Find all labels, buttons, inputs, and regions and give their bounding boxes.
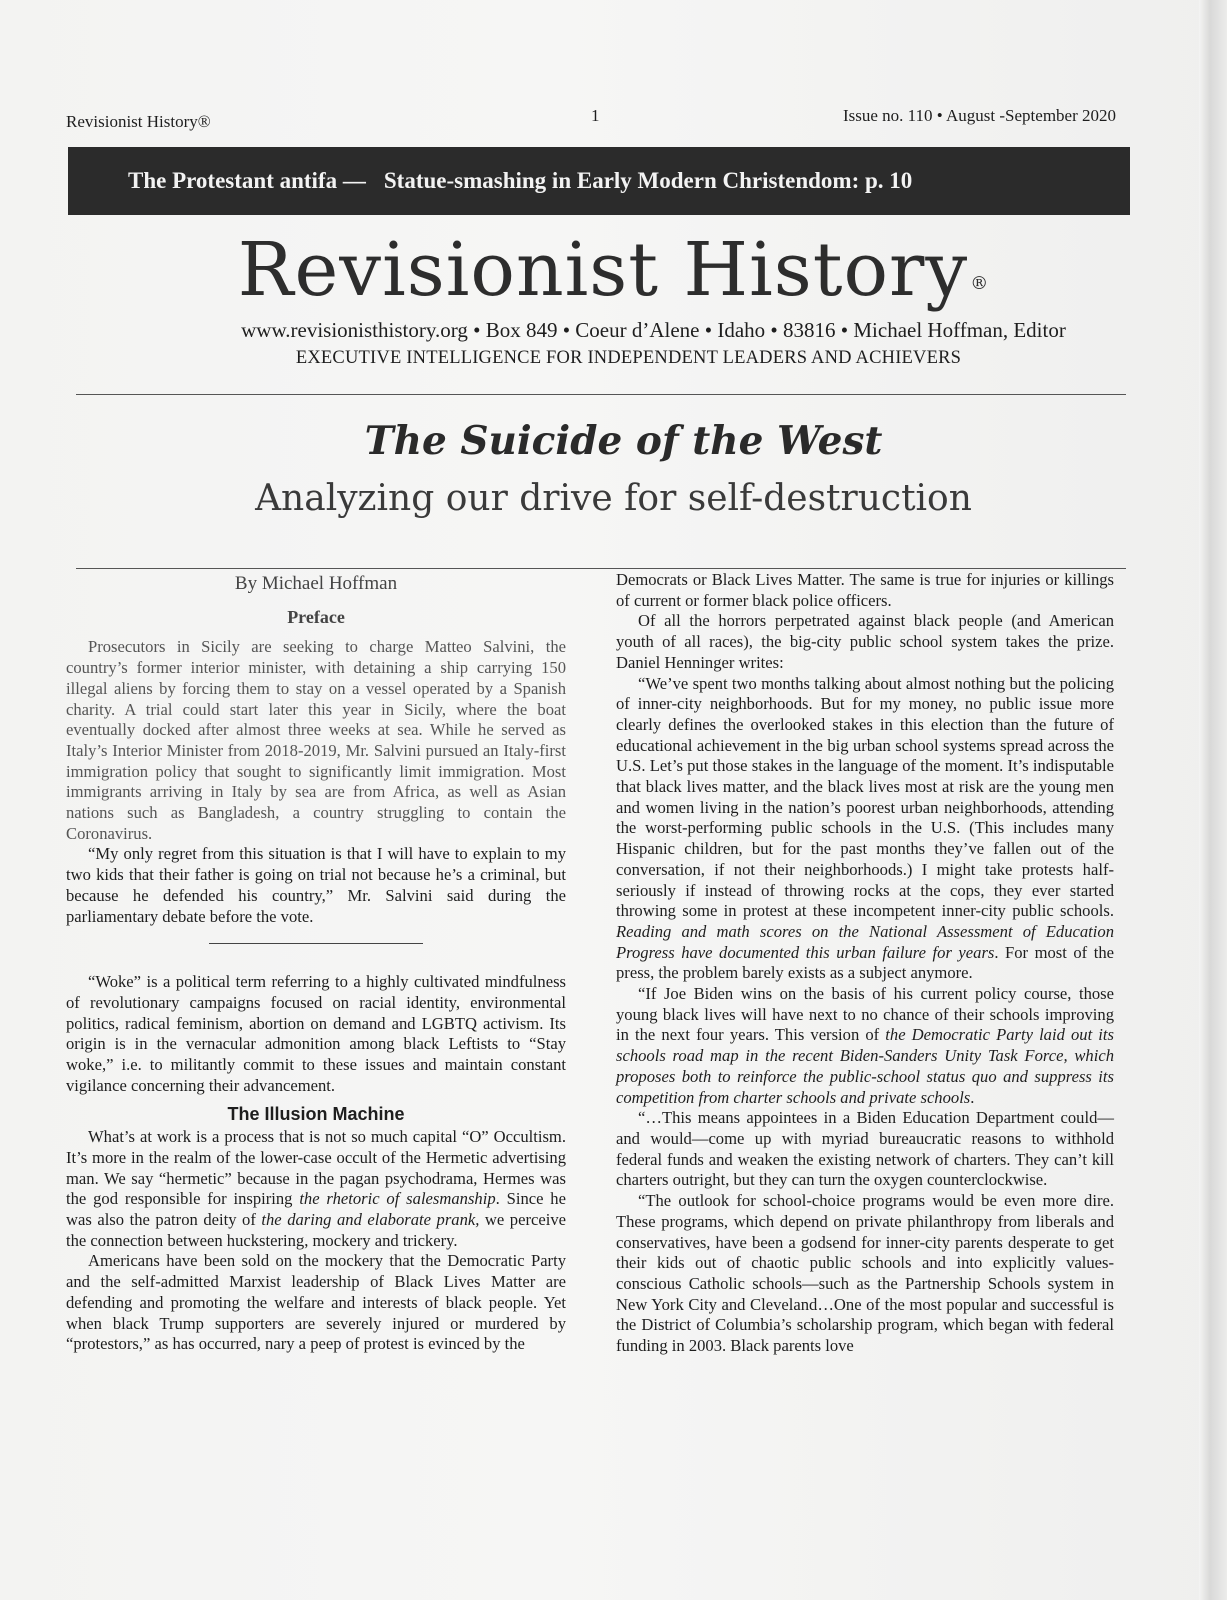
right-p4-text-b: .	[970, 1087, 975, 1107]
illusion-p1-text-c: we perceive the connection between huckstering, mockery and trickery.	[66, 1209, 566, 1250]
running-head	[66, 106, 1116, 136]
article-subhead: Analyzing our drive for self-destruction	[255, 478, 972, 519]
right-paragraph-6: “The outlook for school-choice programs would be even more dire. These programs, which depend on private philanthropy from liberals and conservatives, have been a godsend for inner-city parents desperate to get their kids out of chaotic public schools and into explicitly values-conscious Catholic schools—such as the Partnership Schools system in New York City and Cleveland…One of the most popular and successful is the District of Columbia’s scholarship program, which began with federal funding in 2003. Black parents love	[616, 1191, 1114, 1356]
tagline: EXECUTIVE INTELLIGENCE FOR INDEPENDENT LEADERS AND ACHIEVERS	[295, 348, 962, 368]
bottom-rule	[76, 568, 1126, 569]
right-p3-text-b: . For most of the press, the problem barely exists as a subject anymore.	[616, 942, 1114, 983]
right-column	[616, 570, 1114, 1357]
section-separator	[209, 943, 423, 944]
running-head-title: Revisionist History®	[66, 112, 211, 131]
banner-part-1: The Protestant antifa —	[128, 168, 366, 193]
registered-mark: ®	[970, 273, 990, 294]
banner-part-2: Statue-smashing in Early Modern Christendom: p. 10	[383, 168, 913, 193]
illusion-heading: The Illusion Machine	[227, 1104, 405, 1125]
woke-paragraph: “Woke” is a political term referring to a highly cultivated mindfulness of revolutionary campaigns focused on racial identity, environmental politics, radical feminism, abortion on demand and LGBTQ activism. Its origin is in the vernacular admonition among black Leftists to “Stay woke,” i.e. to militantly commit to these issues and maintain constant vigilance concerning their advancement.	[66, 972, 566, 1095]
masthead-title	[0, 225, 1227, 329]
issue-info: Issue no. 110 • August -September 2020	[842, 106, 1116, 125]
illusion-p1-text-a: What’s at work is a process that is not so much capital “O” Occultism. It’s more in the realm of the lower-case occult of the Hermetic advertising man. We say “hermetic” because in the pagan psychodrama, Hermes was the god responsible for inspiring	[66, 1127, 566, 1209]
illusion-p1-italic-1: the rhetoric of salesmanship	[299, 1189, 496, 1209]
right-paragraph-1: Democrats or Black Lives Matter. The same is true for injuries or killings of current or former black police officers.	[616, 570, 1114, 610]
preface-paragraph-1: Prosecutors in Sicily are seeking to charge Matteo Salvini, the country’s former interior minister, with detaining a ship carrying 150 illegal aliens by forcing them to stay on a vessel operated by a Spanish charity. A trial could start later this year in Sicily, where the boat eventually docked after almost three weeks at sea. While he served as Italy’s Interior Minister from 2018-2019, Mr. Salvini pursued an Italy-first immigration policy that sought to significantly limit immigration. Most immigrants arriving in Italy by sea are from Africa, as well as Asian nations such as Bangladesh, a country struggling to contain the Coronavirus.	[66, 637, 566, 843]
top-rule	[76, 394, 1126, 395]
illusion-p1-text-b: . Since he was also the patron deity of	[66, 1189, 566, 1229]
right-p3-text-a: “We’ve spent two months talking about almost nothing but the policing of inner-city neighborhoods. But for my money, no public issue more clearly defines the overlooked stakes in this election than the future of educational achievement in the big urban school systems spread across the U.S. Let’s put those stakes in the language of the moment. It’s indisputable that black lives matter, and the black lives most at risk are the young men and women living in the nation’s poorest urban neighborhoods, attending the worst-performing public schools in the U.S. (This includes many Hispanic children, but for the past months they’ve fallen out of the conversation, if not their neighborhoods.) I might take protests half-seriously if instead of throwing rocks at the cops, they ever started throwing some in protest at these incompetent inner-city public schools.	[616, 673, 1114, 921]
right-p4-italic: the Democratic Party laid out its schools road map in the recent Biden-Sanders Unity Task Force, which proposes both to reinforce the public-school status quo and suppress its competition from charter schools and private schools	[616, 1025, 1114, 1107]
right-paragraph-4	[616, 984, 1114, 1108]
right-paragraph-2: Of all the horrors perpetrated against black people (and American youth of all races), the big-city public school system takes the prize. Daniel Henninger writes:	[616, 611, 1114, 672]
page-number: 1	[591, 106, 600, 125]
illusion-p1-italic-2: the daring and elaborate prank,	[261, 1209, 480, 1229]
masthead-text: Revisionist History	[237, 227, 969, 313]
illusion-paragraph-2: Americans have been sold on the mockery that the Democratic Party and the self-admitted Marxist leadership of Black Lives Matter are defending and promoting the welfare and interests of black people. Yet when black Trump supporters are severely injured or murdered by “protestors,” as has occurred, nary a peep of protest is evinced by the	[66, 1251, 566, 1354]
contact-line: www.revisionisthistory.org • Box 849 • Coeur d’Alene • Idaho • 83816 • Michael Hoffman, Editor	[241, 318, 1066, 342]
illusion-paragraph-1	[66, 1127, 566, 1251]
teaser-banner	[68, 147, 1130, 215]
right-paragraph-5: “…This means appointees in a Biden Education Department could—and would—come up with myriad bureaucratic reasons to withhold federal funds and weaken the existing network of charters. They can’t kill charters outright, but they can turn the oxygen counterclockwise.	[616, 1108, 1114, 1190]
right-paragraph-3	[616, 674, 1114, 985]
left-column	[66, 570, 566, 1355]
byline: By Michael Hoffman	[234, 573, 398, 594]
article-headline: The Suicide of the West	[364, 418, 883, 464]
right-p3-italic: Reading and math scores on the National Assessment of Education Progress have documented this urban failure for years	[616, 921, 1114, 962]
right-p4-text-a: “If Joe Biden wins on the basis of his current policy course, those young black lives will have next to no chance of their schools improving in the next four years. This version of	[616, 984, 1114, 1045]
preface-paragraph-2: “My only regret from this situation is that I will have to explain to my two kids that their father is going on trial not because he’s a criminal, but because he defended his country,” Mr. Salvini said during the parliamentary debate before the vote.	[66, 844, 566, 926]
preface-heading: Preface	[287, 606, 345, 627]
